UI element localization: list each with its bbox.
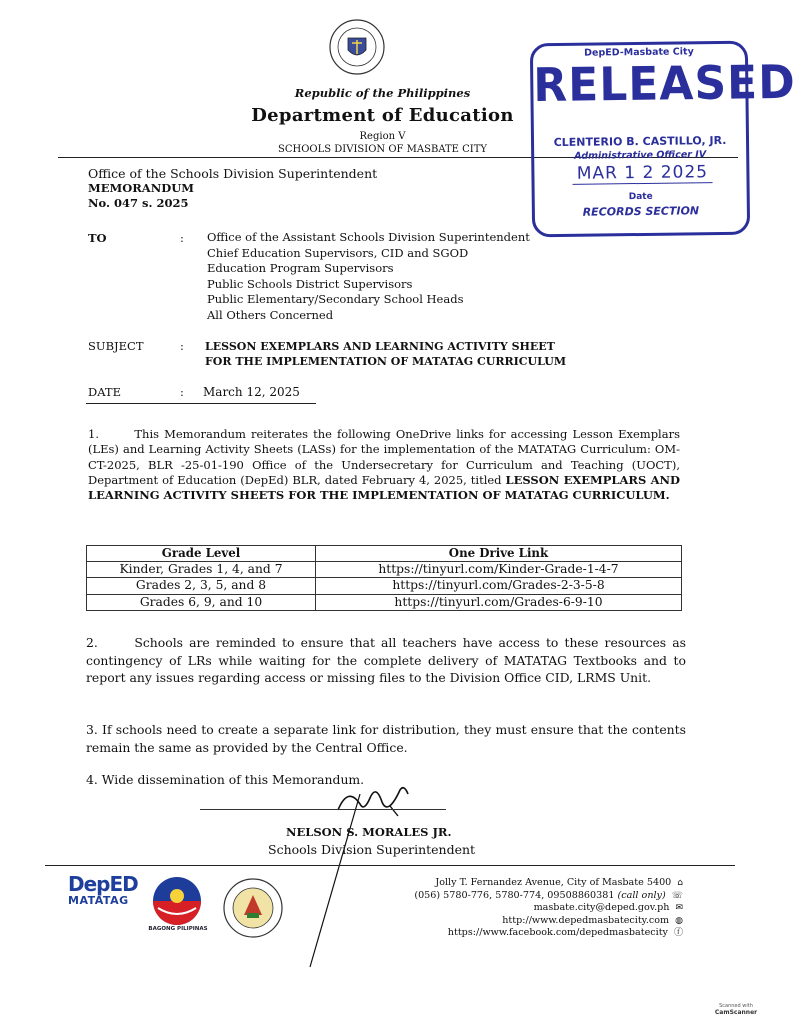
stamp-officer-name: CLENTERIO B. CASTILLO, JR. [553, 133, 727, 150]
grade-cell: Kinder, Grades 1, 4, and 7 [87, 562, 316, 578]
paragraph-number: 2. [86, 635, 98, 650]
to-colon: : [180, 231, 184, 245]
paragraph-2 [86, 634, 686, 687]
matatag-logo-text: MATATAG [68, 894, 129, 907]
paragraph-text: This Memorandum reiterates the following OneDrive links for accessing Lesson Exemplars (LEs) and Learning Activity Sheets (LASs) for the implementation of the MATATAG Curriculum: OM-CT-2025, BLR -25-01-190 Office of the Undersecretary for Curriculum and Teaching (UOCT), Department of Education (DepEd) BLR, dated February 4, 2025, titled [88, 427, 680, 487]
location-icon: ⌂ [677, 878, 683, 888]
email-text[interactable]: masbate.city@deped.gov.ph [533, 902, 670, 914]
division-line: SCHOOLS DIVISION OF MASBATE CITY [277, 144, 488, 155]
link-cell[interactable]: https://tinyurl.com/Grades-6-9-10 [316, 594, 682, 610]
republic-line: Republic of the Philippines [294, 86, 471, 100]
subject-label: SUBJECT [88, 339, 144, 353]
contact-block [414, 877, 683, 940]
phone-icon: ☏ [671, 890, 683, 901]
facebook-link[interactable]: https://www.facebook.com/depedmasbatecity [447, 927, 668, 939]
subject-text [205, 339, 566, 369]
stamp-pen-stroke [300, 792, 380, 972]
stamp-status: RELEASED [533, 55, 797, 113]
stamp-office: DepED-Masbate City [584, 46, 694, 59]
date-rule [86, 403, 316, 404]
onedrive-links-table [86, 545, 682, 611]
facebook-icon: ⓕ [673, 928, 683, 939]
deped-seal [328, 18, 386, 76]
globe-icon: ◍ [675, 915, 683, 926]
recipient: Education Program Supervisors [207, 261, 394, 276]
phone-text: (056) 5780-776, 5780-774, 09508860381 [414, 889, 615, 901]
deped-logo-text: DepED [68, 872, 138, 896]
scanner-line-1: Scanned with [719, 1003, 753, 1009]
camscanner-watermark [712, 1003, 760, 1016]
scanner-line-2: CamScanner [714, 1009, 758, 1016]
date-label: DATE [88, 385, 121, 399]
signatory-name: NELSON S. MORALES JR. [286, 825, 452, 839]
column-header-grade: Grade Level [87, 546, 316, 562]
region-line: Region V [359, 131, 406, 142]
contact-facebook [414, 927, 683, 940]
recipient: Public Schools District Supervisors [207, 276, 413, 291]
address-text: Jolly T. Fernandez Avenue, City of Masbate 5400 [435, 877, 672, 888]
department-name: Department of Education [251, 105, 514, 126]
contact-website [414, 915, 683, 928]
contact-email [414, 902, 683, 915]
recipient: All Others Concerned [207, 307, 334, 322]
table-header-row [87, 546, 682, 562]
memo-type: MEMORANDUM [88, 181, 194, 195]
grade-cell: Grades 6, 9, and 10 [87, 594, 316, 610]
date-colon: : [180, 385, 184, 399]
recipient: Chief Education Supervisors, CID and SGOD [207, 245, 469, 260]
paragraph-3: 3. If schools need to create a separate link for distribution, they must ensure that the contents remain the same as provided by the Central Office. [86, 722, 686, 755]
memo-date: March 12, 2025 [203, 385, 300, 399]
recipient-list [207, 230, 530, 324]
email-icon: ✉ [675, 903, 683, 914]
bagong-pilipinas-logo [148, 872, 206, 930]
recipient: Office of the Assistant Schools Division Superintendent [207, 230, 530, 244]
subject-colon: : [180, 339, 184, 353]
subject-line: LESSON EXEMPLARS AND LEARNING ACTIVITY SHEET [205, 340, 555, 353]
table-row [87, 594, 682, 610]
paragraph-bold-title: LESSON EXEMPLARS AND LEARNING ACTIVITY SHEETS FOR THE IMPLEMENTATION OF MATATAG CURRICULUM. [88, 472, 680, 503]
website-link[interactable]: http://www.depedmasbatecity.com [502, 914, 670, 926]
grade-cell: Grades 2, 3, 5, and 8 [87, 578, 316, 594]
memo-number: No. 047 s. 2025 [88, 196, 189, 210]
link-cell[interactable]: https://tinyurl.com/Grades-2-3-5-8 [316, 578, 682, 594]
table-row [87, 578, 682, 594]
phone-note: (call only) [617, 889, 666, 901]
paragraph-text: Schools are reminded to ensure that all teachers have access to these resources as contingency of LRs while waiting for the complete delivery of MATATAG Textbooks and to report any issues regarding access or missing files to the Division Office CID, LRMS Unit. [86, 635, 686, 686]
office-line: Office of the Schools Division Superintendent [88, 166, 378, 181]
to-label: TO [88, 231, 107, 245]
stamp-section: RECORDS SECTION [582, 204, 700, 219]
contact-address [414, 877, 683, 890]
stamp-date-label: Date [628, 191, 653, 203]
stamp-officer-position: Administrative Officer IV [574, 149, 707, 162]
paragraph-4: 4. Wide dissemination of this Memorandum. [86, 772, 365, 787]
masbate-city-seal [222, 877, 284, 939]
subject-line: FOR THE IMPLEMENTATION OF MATATAG CURRICULUM [205, 355, 567, 368]
deped-matatag-logo [68, 872, 138, 907]
column-header-link: One Drive Link [316, 546, 682, 562]
bagong-pilipinas-label: BAGONG PILIPINAS [148, 926, 208, 932]
released-stamp [530, 41, 797, 238]
signatory-title: Schools Division Superintendent [268, 842, 476, 857]
paragraph-1 [88, 427, 680, 503]
paragraph-number: 1. [88, 427, 99, 441]
contact-phone [414, 890, 683, 903]
recipient: Public Elementary/Secondary School Heads [207, 292, 464, 307]
footer-rule [45, 865, 735, 866]
table-row [87, 562, 682, 578]
link-cell[interactable]: https://tinyurl.com/Kinder-Grade-1-4-7 [316, 562, 682, 578]
stamp-date: MAR 1 2 2025 [572, 162, 712, 185]
